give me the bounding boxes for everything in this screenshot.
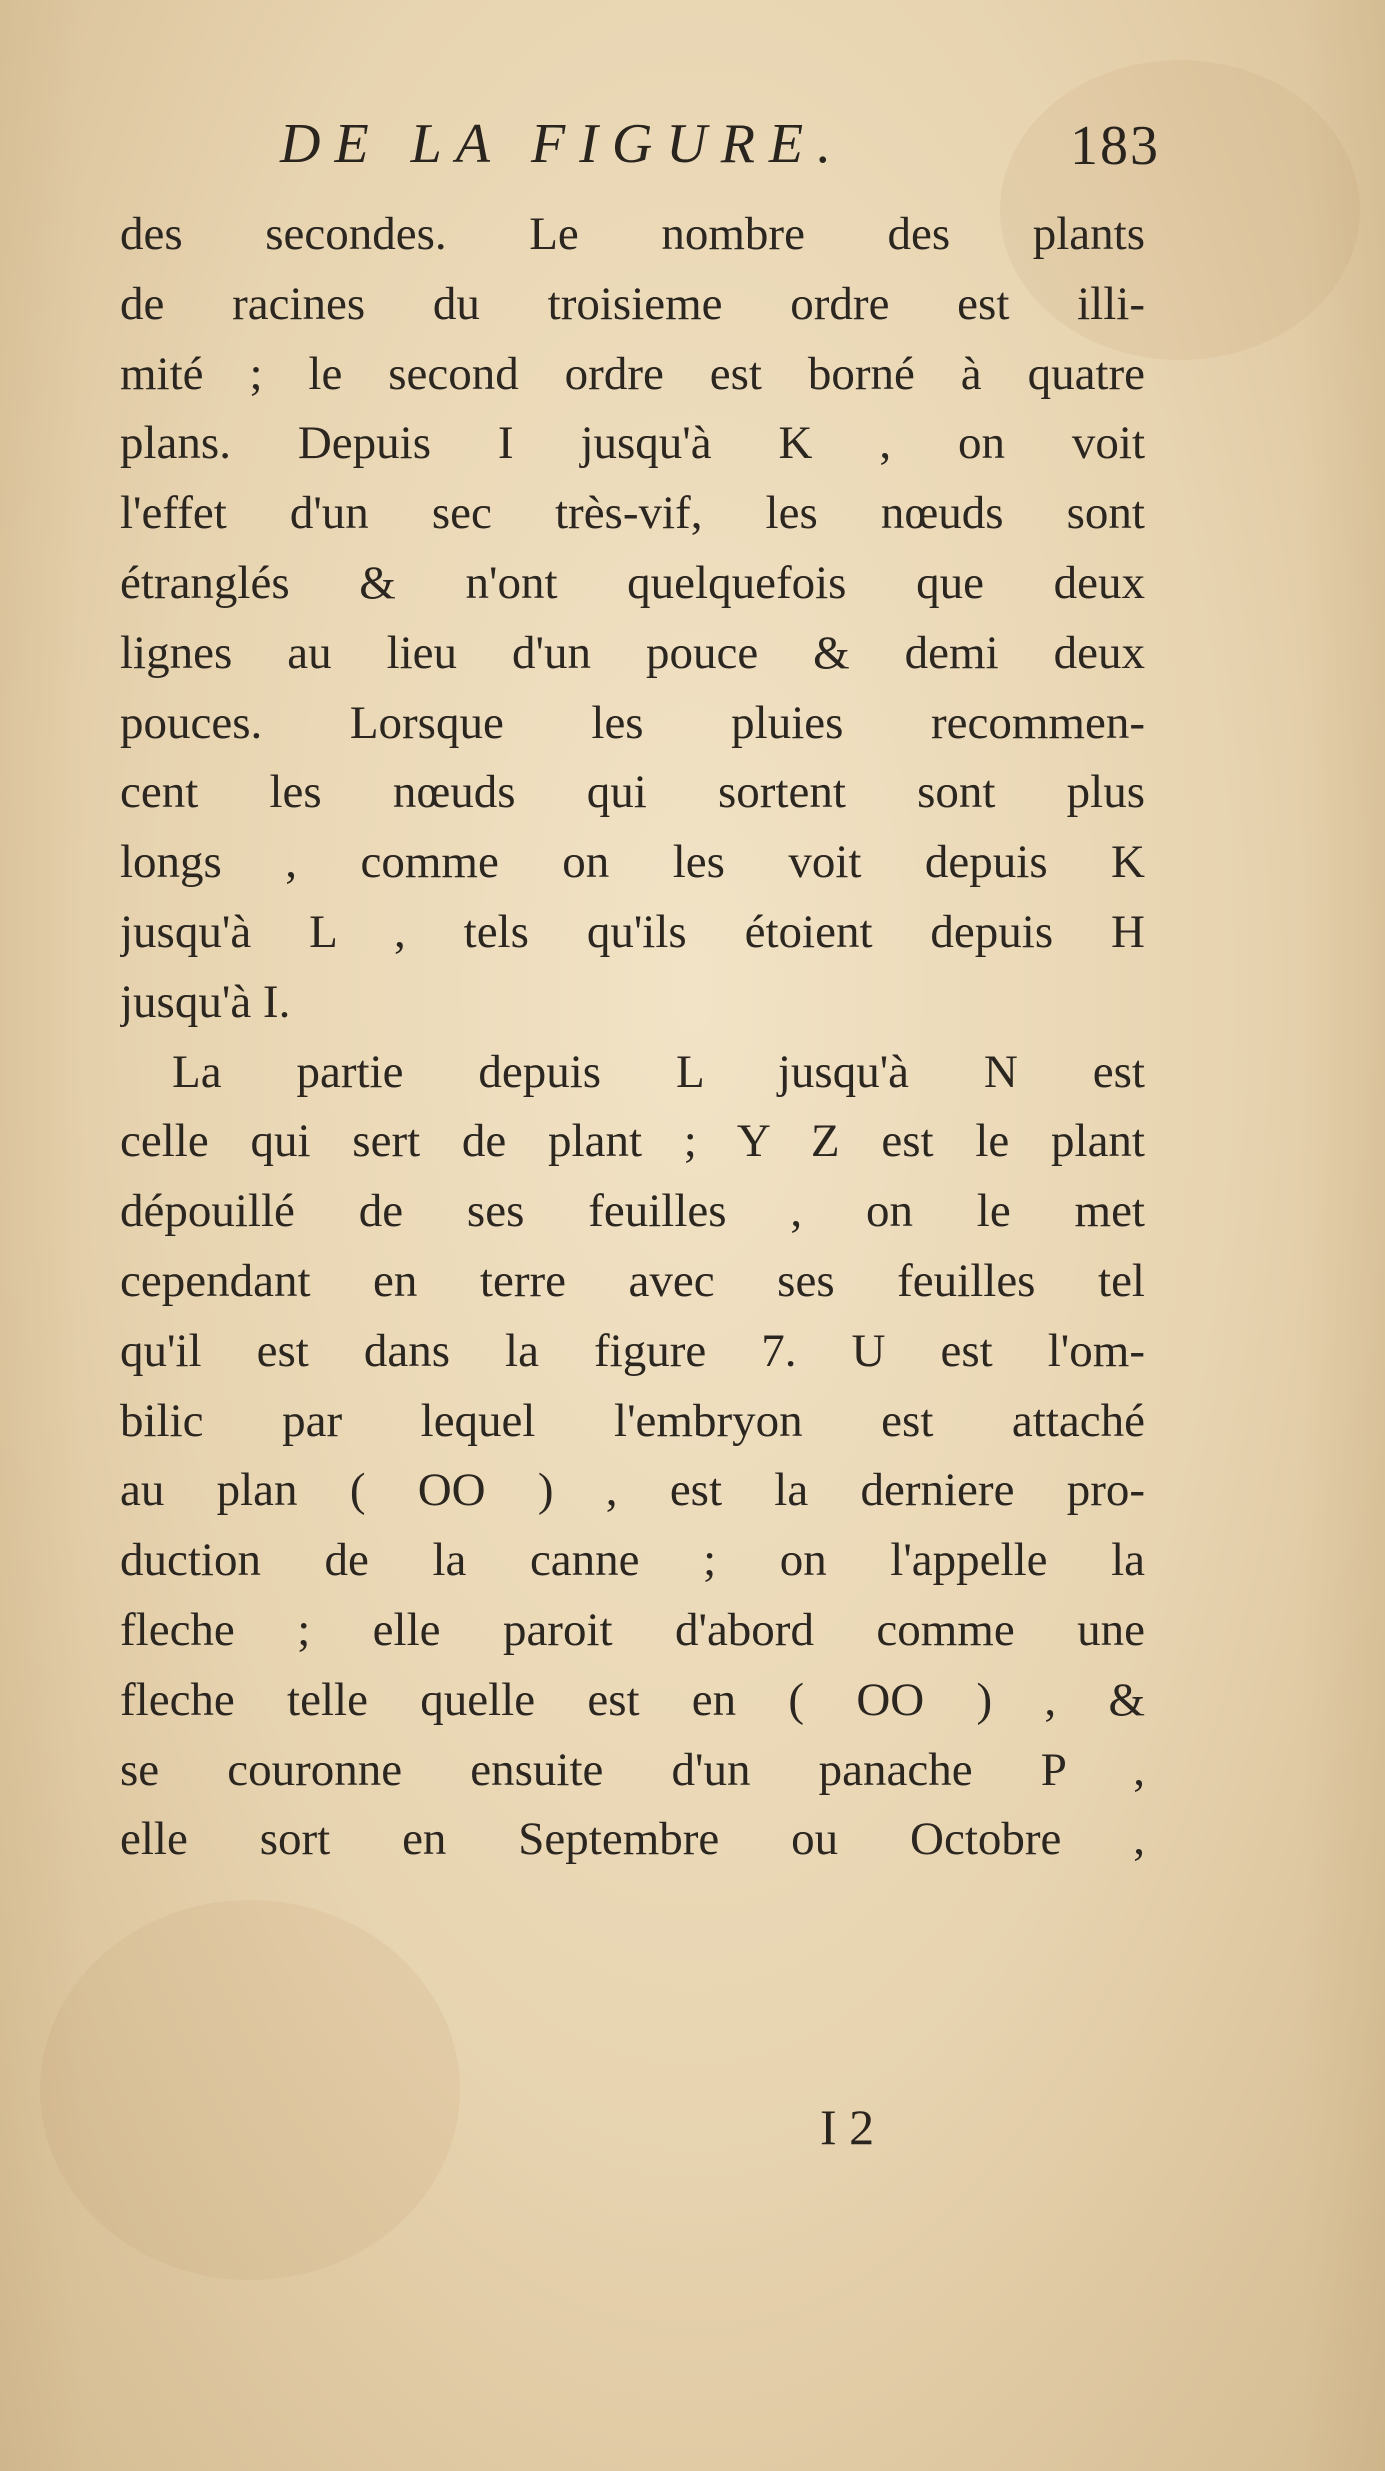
text-line: La partie depuis L jusqu'à N est — [172, 1045, 1145, 1098]
text-line: qu'il est dans la figure 7. U est l'om- — [120, 1324, 1145, 1377]
text-line: au plan ( OO ) , est la derniere pro- — [120, 1464, 1145, 1517]
text-line: dépouillé de ses feuilles , on le met — [120, 1185, 1145, 1238]
text-line: de racines du troisieme ordre est illi- — [120, 277, 1145, 330]
text-line: des secondes. Le nombre des plants — [120, 208, 1145, 260]
text-line: celle qui sert de plant ; Y Z est le plant — [120, 1115, 1145, 1168]
text-line: plans. Depuis I jusqu'à K , on voit — [120, 417, 1145, 470]
text-line: fleche telle quelle est en ( OO ) , & — [120, 1673, 1145, 1726]
text-line: mité ; le second ordre est borné à quatre — [120, 347, 1145, 400]
paper-stain — [40, 1900, 460, 2280]
text-line: elle sort en Septembre ou Octobre , — [120, 1813, 1145, 1866]
text-line: étranglés & n'ont quelquefois que deux — [120, 556, 1145, 609]
text-line: bilic par lequel l'embryon est attaché — [120, 1394, 1145, 1447]
text-line: l'effet d'un sec très-vif, les nœuds sont — [120, 487, 1145, 540]
signature-mark: I 2 — [820, 2099, 875, 2155]
text-line: jusqu'à L , tels qu'ils étoient depuis H — [120, 905, 1145, 958]
text-line: lignes au lieu d'un pouce & demi deux — [120, 626, 1145, 679]
text-line: pouces. Lorsque les pluies recommen- — [120, 696, 1145, 749]
text-line: longs , comme on les voit depuis K — [120, 836, 1145, 889]
text-line: se couronne ensuite d'un panache P , — [120, 1743, 1145, 1796]
body-text — [120, 200, 1145, 1875]
running-title: DE LA FIGURE. — [280, 113, 846, 175]
text-line: cependant en terre avec ses feuilles tel — [120, 1254, 1145, 1307]
text-line: jusqu'à I. — [120, 975, 291, 1028]
text-line: duction de la canne ; on l'appelle la — [120, 1534, 1145, 1587]
running-head — [280, 112, 1160, 192]
page-number: 183 — [1070, 115, 1160, 177]
text-line: cent les nœuds qui sortent sont plus — [120, 766, 1145, 819]
text-line: fleche ; elle paroit d'abord comme une — [120, 1603, 1145, 1656]
